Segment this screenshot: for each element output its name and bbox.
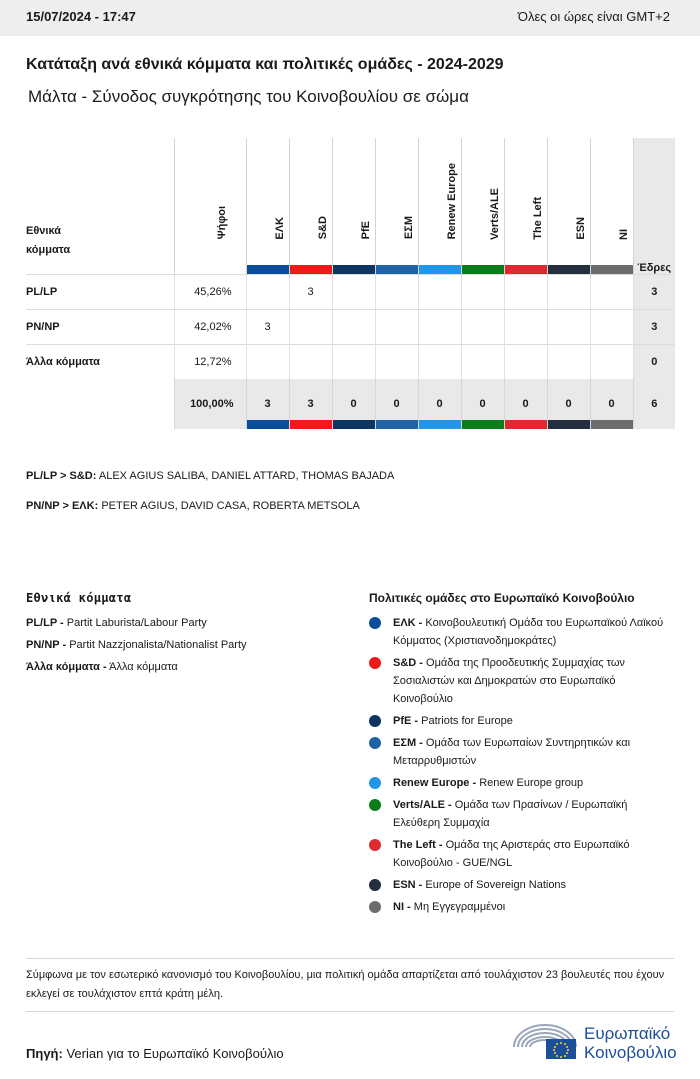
total-seats: 6 [633, 379, 675, 429]
group-header-renew: Renew Europe [418, 138, 461, 274]
table-row: Άλλα κόμματα 12,72% 0 [26, 344, 675, 379]
legend-item: PN/NP - Partit Nazzjonalista/Nationalist Party [26, 639, 247, 651]
group-color-bar [548, 420, 590, 429]
divider [26, 958, 674, 959]
members-line: PL/LP > S&D: ALEX AGIUS SALIBA, DANIEL ATTARD, THOMAS BAJADA [26, 470, 395, 482]
color-dot-icon [369, 879, 381, 891]
national-parties-legend [26, 591, 326, 680]
group-header-left: The Left [504, 138, 547, 274]
group-color-bar [419, 265, 461, 274]
group-color-bar [333, 265, 375, 274]
group-header-greens: Verts/ALE [461, 138, 504, 274]
color-dot-icon [369, 715, 381, 727]
legend-item: S&D - Ομάδα της Προοδευτικής Συμμαχίας των Σοσιαλιστών και Δημοκρατών στο Ευρωπαϊκό Κοινοβούλιο [369, 654, 669, 708]
table-row: PL/LP 45,26% 3 3 [26, 274, 675, 309]
group-color-bar [290, 420, 332, 429]
page-title: Κατάταξη ανά εθνικά κόμματα και πολιτικές ομάδες - 2024-2029 [26, 56, 504, 73]
logo-text: Ευρωπαϊκό Κοινοβούλιο [584, 1024, 677, 1062]
group-color-bar [290, 265, 332, 274]
seats-column-header: Έδρες [633, 138, 675, 274]
legend-item: PfE - Patriots for Europe [369, 712, 669, 730]
legend-title: Εθνικά κόμματα [26, 591, 132, 605]
group-color-bar [247, 265, 289, 274]
table-row: PN/NP 42,02% 3 3 [26, 309, 675, 344]
legend-item: The Left - Ομάδα της Αριστεράς στο Ευρωπαϊκό Κοινοβούλιο - GUE/NGL [369, 836, 669, 872]
divider [26, 1011, 674, 1012]
color-dot-icon [369, 737, 381, 749]
group-color-bar [376, 420, 418, 429]
group-color-bar [333, 420, 375, 429]
legend-item: Verts/ALE - Ομάδα των Πρασίνων / Ευρωπαϊκή Ελεύθερη Συμμαχία [369, 796, 669, 832]
group-header-ni: NI [590, 138, 633, 274]
group-color-bar [247, 420, 289, 429]
results-table [26, 138, 675, 429]
group-color-bar [376, 265, 418, 274]
color-dot-icon [369, 839, 381, 851]
color-dot-icon [369, 901, 381, 913]
group-color-bar [462, 265, 504, 274]
top-bar [0, 0, 700, 36]
footnote: Σύμφωνα με τον εσωτερικό κανονισμό του Κοινοβουλίου, μια πολιτική ομάδα απαρτίζεται από τουλάχιστον 23 βουλευτές που έχουν εκλεγεί σε τουλάχιστον επτά κράτη μέλη. [26, 969, 665, 1000]
group-color-bar [591, 420, 633, 429]
parliament-emblem-icon [512, 1021, 578, 1061]
european-parliament-logo [512, 1021, 682, 1061]
legend-item: Άλλα κόμματα - Άλλα κόμματα [26, 661, 178, 673]
group-color-bar [505, 265, 547, 274]
group-color-bar [548, 265, 590, 274]
group-color-bar [505, 420, 547, 429]
legend-item: ΕΣΜ - Ομάδα των Ευρωπαίων Συντηρητικών και Μεταρρυθμιστών [369, 734, 669, 770]
color-dot-icon [369, 777, 381, 789]
totals-row: 100,00% 3 3 0 0 0 0 0 0 0 6 [26, 379, 675, 429]
datetime: 15/07/2024 - 17:47 [26, 9, 136, 24]
color-dot-icon [369, 617, 381, 629]
legend-title: Πολιτικές ομάδες στο Ευρωπαϊκό Κοινοβούλιο [369, 591, 635, 605]
legend-item: Renew Europe - Renew Europe group [369, 774, 669, 792]
source-line: Πηγή: Verian για το Ευρωπαϊκό Κοινοβούλιο [26, 1046, 284, 1061]
group-header-sd: S&D [289, 138, 332, 274]
group-color-bar [419, 420, 461, 429]
group-color-bar [462, 420, 504, 429]
color-dot-icon [369, 657, 381, 669]
group-header-ecr: ΕΣΜ [375, 138, 418, 274]
legend-item: ESN - Europe of Sovereign Nations [369, 876, 669, 894]
group-header-esn: ESN [547, 138, 590, 274]
political-groups-legend [369, 591, 669, 920]
total-votes: 100,00% [174, 379, 246, 429]
group-header-pfe: PfE [332, 138, 375, 274]
votes-column-header: Ψήφοι [174, 138, 246, 274]
group-header-epp: ΕΛΚ [246, 138, 289, 274]
timezone-note: Όλες οι ώρες είναι GMT+2 [517, 9, 670, 24]
legend-item: NI - Μη Εγγεγραμμένοι [369, 898, 669, 916]
color-dot-icon [369, 799, 381, 811]
members-line: PN/NP > ΕΛΚ: PETER AGIUS, DAVID CASA, ROBERTA METSOLA [26, 500, 360, 512]
party-column-header: Εθνικά κόμματα [26, 224, 71, 256]
legend-item: PL/LP - Partit Laburista/Labour Party [26, 617, 207, 629]
page-subtitle: Μάλτα - Σύνοδος συγκρότησης του Κοινοβουλίου σε σώμα [28, 87, 469, 106]
group-color-bar [591, 265, 633, 274]
legend-item: ΕΛΚ - Κοινοβουλευτική Ομάδα του Ευρωπαϊκού Λαϊκού Κόμματος (Χριστιανοδημοκράτες) [369, 614, 669, 650]
